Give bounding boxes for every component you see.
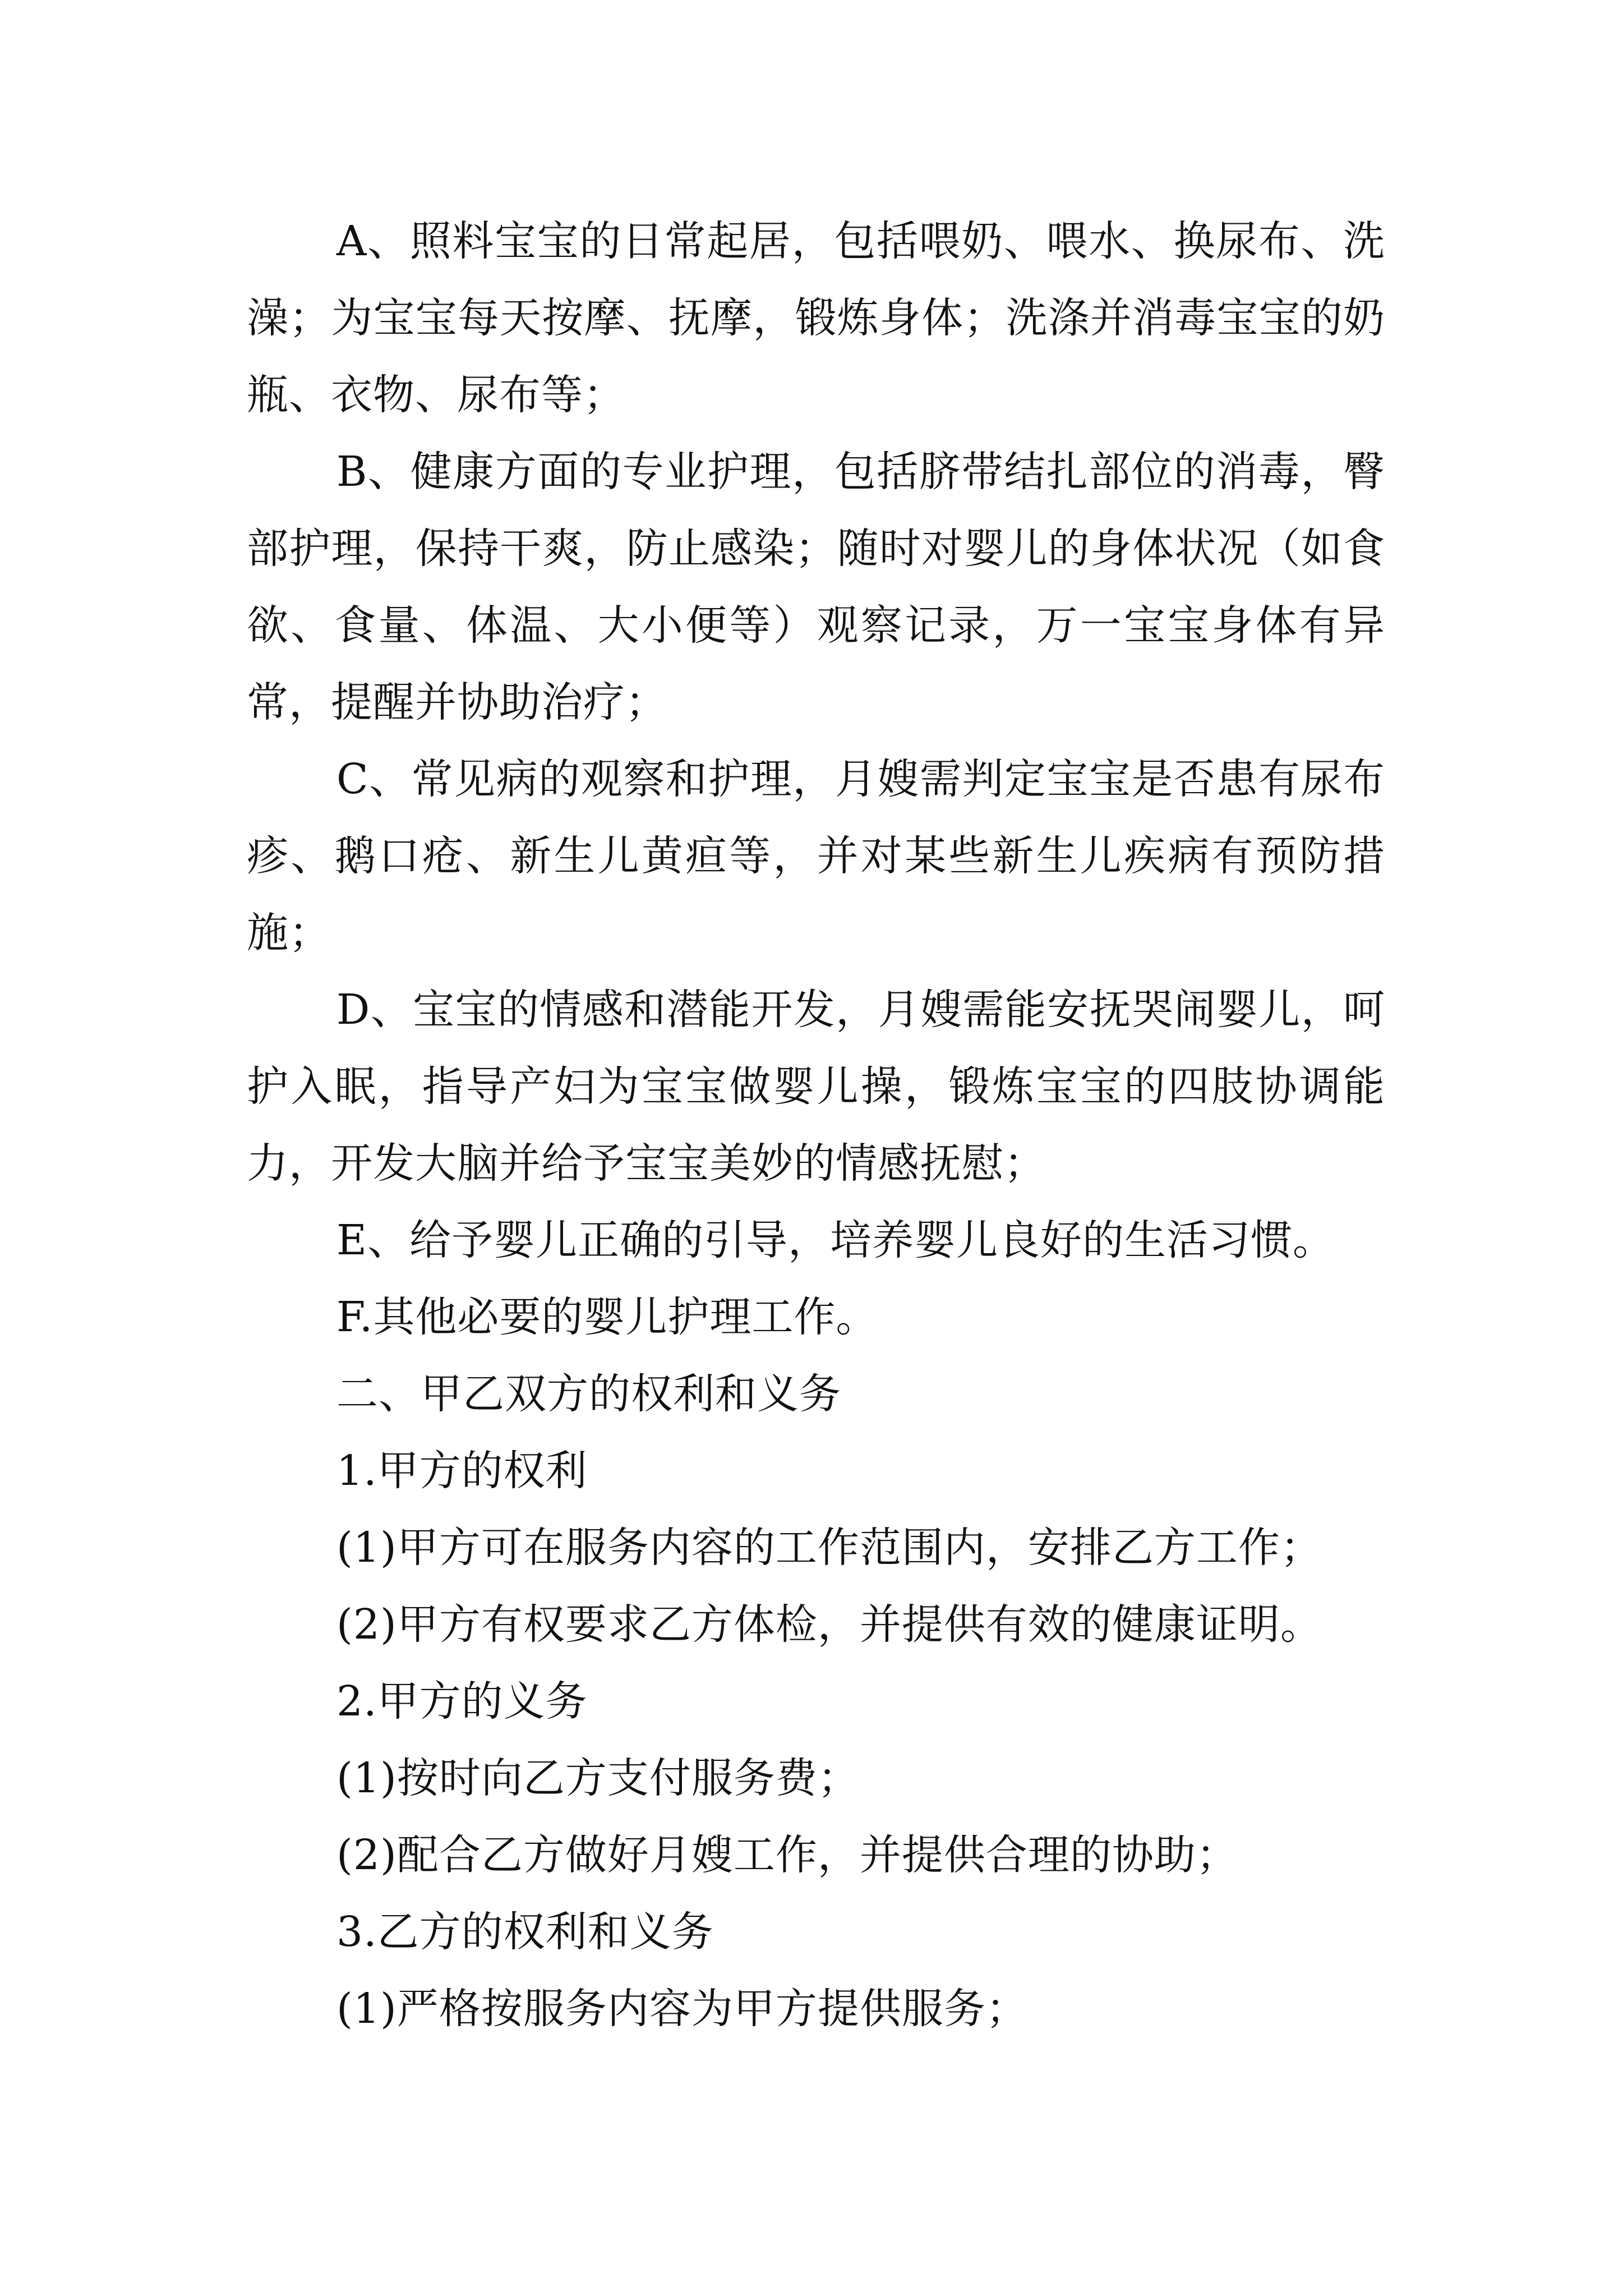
paragraph-item-b: B、健康方面的专业护理，包括脐带结扎部位的消毒，臀部护理，保持干爽，防止感染；随时对婴儿的身体状况（如食欲、食量、体温、大小便等）观察记录，万一宝宝身体有异常，提醒并协助治疗； [247,448,1385,726]
paragraph-item-c: C、常见病的观察和护理，月嫂需判定宝宝是否患有尿布疹、鹅口疮、新生儿黄疸等，并对某些新生儿疾病有预防措施； [247,755,1385,957]
subheading-party-a-rights: 1.甲方的权利 [336,1447,588,1495]
list-item-party-a-obligation-1: (1)按时向乙方支付服务费； [336,1754,860,1802]
paragraph-item-d: D、宝宝的情感和潜能开发，月嫂需能安抚哭闹婴儿，呵护入眠，指导产妇为宝宝做婴儿操，锻炼宝宝的四肢协调能力，开发大脑并给予宝宝美妙的情感抚慰； [247,986,1385,1188]
section-heading-rights-obligations: 二、甲乙双方的权利和义务 [336,1370,841,1418]
subheading-party-a-obligations: 2.甲方的义务 [336,1677,588,1726]
document-body [247,203,1385,2047]
paragraph-item-e: E、给予婴儿正确的引导，培养婴儿良好的生活习惯。 [336,1216,1335,1264]
paragraph-item-f: F.其他必要的婴儿护理工作。 [336,1293,878,1341]
subheading-party-b-rights-obligations: 3.乙方的权利和义务 [336,1908,714,1956]
paragraph-item-a: A、照料宝宝的日常起居，包括喂奶、喂水、换尿布、洗澡；为宝宝每天按摩、抚摩，锻炼身体；洗涤并消毒宝宝的奶瓶、衣物、尿布等； [247,217,1385,419]
list-item-party-a-right-2: (2)甲方有权要求乙方体检，并提供有效的健康证明。 [336,1600,1322,1649]
list-item-party-a-right-1: (1)甲方可在服务内容的工作范围内，安排乙方工作； [336,1524,1322,1572]
list-item-party-b-obligation-1: (1)严格按服务内容为甲方提供服务； [336,1985,1028,2033]
list-item-party-a-obligation-2: (2)配合乙方做好月嫂工作，并提供合理的协助； [336,1831,1238,1879]
